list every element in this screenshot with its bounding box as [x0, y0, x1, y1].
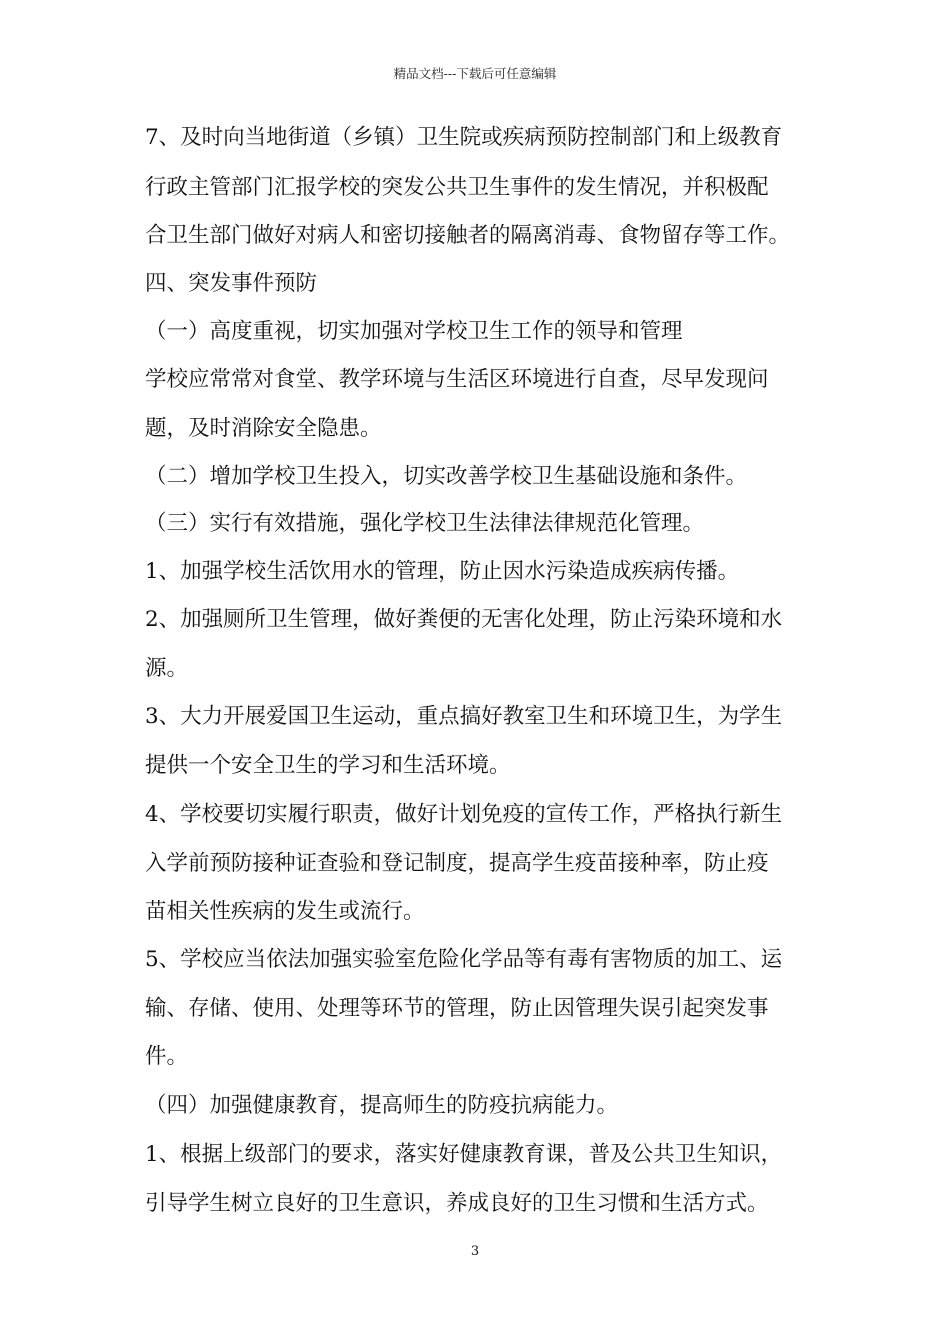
text-line: 合卫生部门做好对病人和密切接触者的隔离消毒、食物留存等工作。	[145, 223, 791, 248]
text-line: 入学前预防接种证查验和登记制度，提高学生疫苗接种率，防止疫	[145, 851, 769, 876]
text-line: 源。	[145, 656, 189, 681]
text-line: 行政主管部门汇报学校的突发公共卫生事件的发生情况，并积极配	[145, 175, 769, 200]
text-line: 苗相关性疾病的发生或流行。	[145, 899, 425, 924]
text-line: 5、学校应当依法加强实验室危险化学品等有毒有害物质的加工、运	[145, 947, 783, 972]
text-line: 题，及时消除安全隐患。	[145, 416, 382, 441]
text-line: 学校应常常对食堂、教学环境与生活区环境进行自查，尽早发现问	[145, 367, 769, 392]
subsection-heading: （二）增加学校卫生投入，切实改善学校卫生基础设施和条件。	[145, 464, 748, 489]
page-number: 3	[470, 1244, 480, 1259]
text-line: 7、及时向当地街道（乡镇）卫生院或疾病预防控制部门和上级教育	[145, 125, 783, 150]
section-heading: 四、突发事件预防	[145, 271, 318, 296]
text-line: 3、大力开展爱国卫生运动，重点搞好教室卫生和环境卫生，为学生	[145, 704, 783, 729]
subsection-heading: （一）高度重视，切实加强对学校卫生工作的领导和管理	[145, 319, 683, 344]
text-line: 2、加强厕所卫生管理，做好粪便的无害化处理，防止污染环境和水	[145, 607, 783, 632]
text-line: 1、加强学校生活饮用水的管理，防止因水污染造成疾病传播。	[145, 559, 740, 584]
text-line: 件。	[145, 1044, 189, 1069]
text-line: 提供一个安全卫生的学习和生活环境。	[145, 753, 511, 778]
subsection-heading: （四）加强健康教育，提高师生的防疫抗病能力。	[145, 1093, 619, 1118]
subsection-heading: （三）实行有效措施，强化学校卫生法律法律规范化管理。	[145, 511, 705, 536]
text-line: 1、根据上级部门的要求，落实好健康教育课，普及公共卫生知识，	[145, 1142, 783, 1167]
text-line: 引导学生树立良好的卫生意识，养成良好的卫生习惯和生活方式。	[145, 1191, 769, 1216]
text-line: 输、存储、使用、处理等环节的管理，防止因管理失误引起突发事	[145, 996, 769, 1021]
page-header: 精品文档---下载后可任意编辑	[393, 66, 557, 81]
text-line: 4、学校要切实履行职责，做好计划免疫的宣传工作，严格执行新生	[145, 802, 783, 827]
